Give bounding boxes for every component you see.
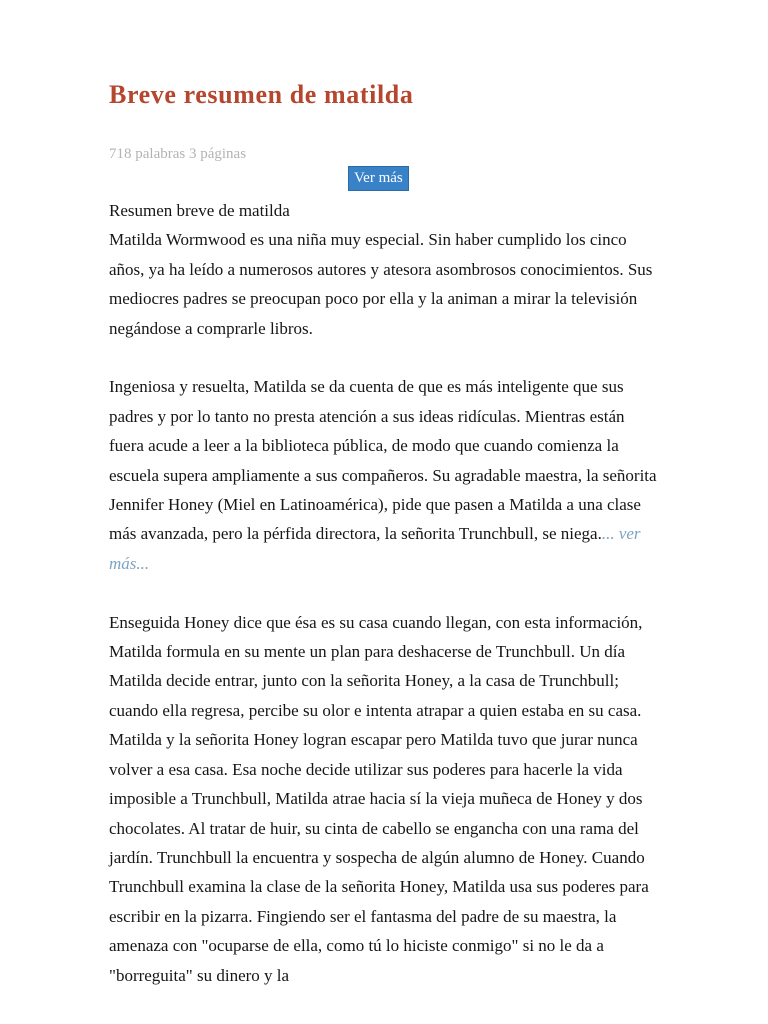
body-heading-line: Resumen breve de matilda xyxy=(109,201,290,220)
body-paragraph-3: Enseguida Honey dice que ésa es su casa cuando llegan, con esta información, Matilda formula en su mente un plan para deshacerse de Trunchbull. Un día Matilda decide entrar, junto con la señorita Honey, a la casa de Trunchbull; cuando ella regresa, percibe su olor e intenta atrapar a quien estaba en su casa. Matilda y la señorita Honey logran escapar pero Matilda tuvo que jurar nunca volver a esa casa. Esa noche decide utilizar sus poderes para hacerle la vida imposible a Trunchbull, Matilda atrae hacia sí la vieja muñeca de Honey y dos chocolates. Al tratar de huir, su cinta de cabello se engancha con una rama del jardín. Trunchbull la encuentra y sospecha de algún alumno de Honey. Cuando Trunchbull examina la clase de la señorita Honey, Matilda usa sus poderes para escribir en la pizarra. Fingiendo ser el fantasma del padre de su maestra, la amenaza con "ocuparse de ella, como tú lo hiciste conmigo" si no le da a "borreguita" su dinero y la xyxy=(109,612,649,985)
ver-mas-button[interactable]: Ver más xyxy=(348,166,409,191)
inline-more-link-suffix: ... xyxy=(136,553,150,573)
inline-more-link-prefix: ... xyxy=(601,524,619,544)
body-paragraph-1: Matilda Wormwood es una niña muy especial. Sin haber cumplido los cinco años, ya ha leído a numerosos autores y atesora asombrosos conocimientos. Sus mediocres padres se preocupan poco por ella y la animan a mirar la televisión negándose a comprarle libros. xyxy=(109,230,653,338)
body-paragraph-2-text: Ingeniosa y resuelta, Matilda se da cuenta de que es más inteligente que sus padres y por lo tanto no presta atención a sus ideas ridículas. Mientras están fuera acude a leer a la biblioteca pública, de modo que cuando comienza la escuela supera ampliamente a sus compañeros. Su agradable maestra, la señorita Jennifer Honey (Miel en Latinoamérica), pide que pasen a Matilda a una clase más avanzada, pero la pérfida directora, la señorita Trunchbull, se niega. xyxy=(109,377,657,544)
body-paragraph-2 xyxy=(109,372,661,578)
document-body xyxy=(109,196,661,990)
document-content xyxy=(109,78,657,985)
page-title: Breve resumen de matilda xyxy=(109,80,414,109)
document-meta: 718 palabras 3 páginas xyxy=(109,146,247,162)
ver-mas-button-container xyxy=(348,166,409,190)
inline-ver-mas-link[interactable]: ver más xyxy=(109,524,641,573)
